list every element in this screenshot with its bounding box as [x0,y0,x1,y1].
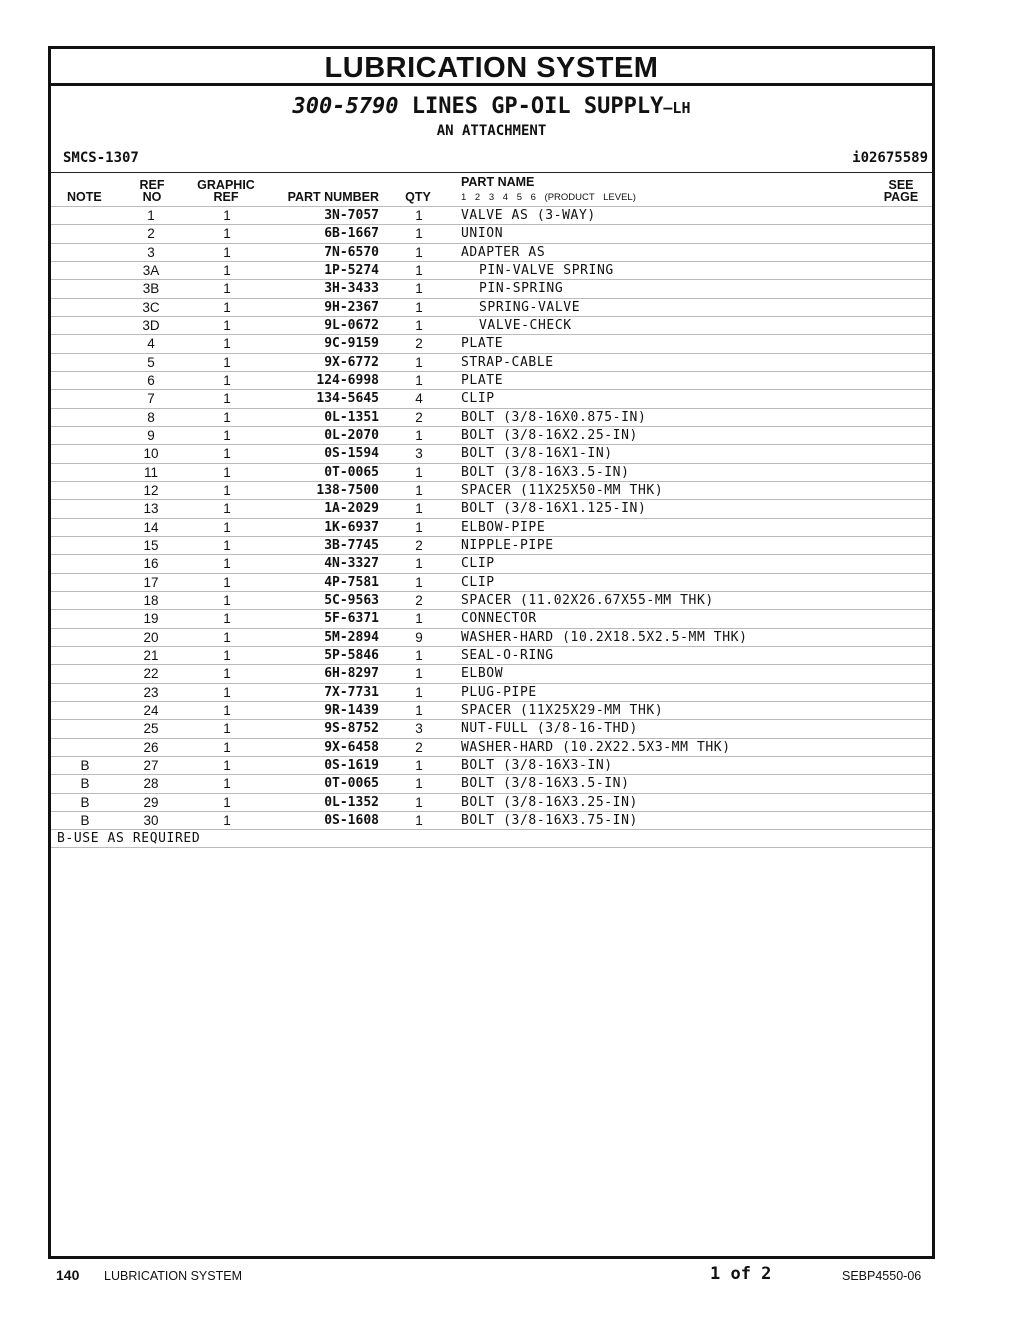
illustration-id: i02675589 [852,150,928,166]
cell-part-name: SPACER (11.02X26.67X55-MM THK) [461,592,714,608]
cell-part-name: BOLT (3/8-16X3-IN) [461,757,613,773]
cell-qty: 1 [415,354,423,370]
table-row [51,756,932,774]
cell-part-name: WASHER-HARD (10.2X22.5X3-MM THK) [461,739,731,755]
cell-graphic-ref: 1 [223,647,231,663]
footer-sheet: 1 of 2 [710,1264,772,1284]
cell-qty: 1 [415,482,423,498]
cell-graphic-ref: 1 [223,556,231,572]
cell-graphic-ref: 1 [223,281,231,297]
cell-graphic-ref: 1 [223,519,231,535]
table-row [51,243,932,261]
cell-part-number: 5C-9563 [324,592,379,608]
cell-ref-no: 27 [143,757,159,773]
cell-part-name: PLATE [461,336,504,352]
cell-part-name: UNION [461,226,504,242]
cell-part-number: 0S-1594 [324,446,379,462]
cell-note: B [80,757,90,773]
cell-graphic-ref: 1 [223,208,231,223]
cell-ref-no: 29 [143,794,159,810]
header-graphic-ref-line2: REF [213,190,239,204]
group-title [51,94,932,119]
cell-graphic-ref: 1 [223,757,231,773]
cell-part-number: 1K-6937 [324,519,379,535]
header-ref-line1: REF [139,178,165,192]
table-row [51,628,932,646]
smcs-code: SMCS-1307 [63,150,139,166]
cell-graphic-ref: 1 [223,226,231,242]
cell-part-number: 5M-2894 [324,629,379,645]
header-note: NOTE [67,190,102,204]
cell-part-name: ADAPTER AS [461,244,546,260]
cell-ref-no: 26 [143,739,159,755]
cell-part-name: BOLT (3/8-16X1-IN) [461,446,613,462]
header-part-number: PART NUMBER [287,190,379,204]
cell-part-number: 9C-9159 [324,336,379,352]
cell-part-number: 9L-0672 [324,317,379,333]
cell-graphic-ref: 1 [223,501,231,517]
cell-ref-no: 7 [147,391,155,407]
cell-qty: 1 [415,262,423,278]
cell-part-name: SPACER (11X25X50-MM THK) [461,482,664,498]
cell-qty: 2 [415,409,423,425]
cell-ref-no: 3A [142,262,160,278]
cell-qty: 1 [415,776,423,792]
footnote-row [51,829,932,848]
cell-part-number: 9X-6458 [324,739,379,755]
cell-part-name: VALVE-CHECK [479,317,572,333]
header-divider [51,172,932,173]
cell-part-number: 0S-1619 [324,757,379,773]
cell-qty: 2 [415,336,423,352]
cell-part-name: NUT-FULL (3/8-16-THD) [461,721,638,737]
cell-graphic-ref: 1 [223,739,231,755]
cell-ref-no: 20 [143,629,159,645]
cell-part-number: 0L-1352 [324,794,379,810]
cell-graphic-ref: 1 [223,464,231,480]
cell-part-number: 138-7500 [316,482,379,498]
cell-part-name: PIN-SPRING [479,281,564,297]
cell-part-number: 1A-2029 [324,501,379,517]
cell-graphic-ref: 1 [223,409,231,425]
cell-qty: 9 [415,629,423,645]
cell-ref-no: 13 [143,501,159,517]
cell-ref-no: 3 [147,244,155,260]
cell-qty: 3 [415,446,423,462]
cell-ref-no: 2 [147,226,155,242]
table-row [51,389,932,407]
cell-ref-no: 3D [142,317,160,333]
cell-graphic-ref: 1 [223,427,231,443]
cell-ref-no: 18 [143,592,159,608]
cell-note: B [80,776,90,792]
cell-part-number: 6H-8297 [324,666,379,682]
cell-qty: 1 [415,464,423,480]
table-row [51,408,932,426]
group-subtitle: AN ATTACHMENT [436,123,547,139]
table-row [51,316,932,334]
header-graphic-ref-line1: GRAPHIC [197,178,255,192]
cell-qty: 1 [415,757,423,773]
cell-qty: 2 [415,739,423,755]
group-name: LINES GP-OIL SUPPLY [411,94,664,119]
cell-part-name: BOLT (3/8-16X3.5-IN) [461,464,630,480]
cell-graphic-ref: 1 [223,299,231,315]
cell-ref-no: 6 [147,372,155,388]
cell-note: B [80,794,90,810]
cell-qty: 1 [415,684,423,700]
cell-qty: 1 [415,281,423,297]
cell-qty: 1 [415,372,423,388]
table-row [51,353,932,371]
cell-qty: 1 [415,812,423,828]
cell-qty: 1 [415,501,423,517]
cell-graphic-ref: 1 [223,574,231,590]
cell-part-number: 3N-7057 [324,208,379,223]
cell-qty: 1 [415,226,423,242]
table-row [51,334,932,352]
table-row [51,499,932,517]
table-row [51,481,932,499]
cell-graphic-ref: 1 [223,776,231,792]
cell-ref-no: 3C [142,299,160,315]
cell-part-number: 134-5645 [316,391,379,407]
table-row [51,444,932,462]
cell-ref-no: 25 [143,721,159,737]
header-see-page-line1: SEE [888,178,914,192]
cell-part-name: WASHER-HARD (10.2X18.5X2.5-MM THK) [461,629,748,645]
cell-part-name: SPRING-VALVE [479,299,581,315]
header-ref-line2: NO [142,190,162,204]
cell-part-number: 0L-1351 [324,409,379,425]
cell-qty: 1 [415,574,423,590]
cell-part-name: NIPPLE-PIPE [461,537,554,553]
cell-ref-no: 24 [143,702,159,718]
table-row [51,206,932,224]
cell-part-number: 9S-8752 [324,721,379,737]
cell-part-number: 4N-3327 [324,556,379,572]
cell-part-name: BOLT (3/8-16X2.25-IN) [461,427,638,443]
table-row [51,646,932,664]
footer-page-number: 140 [56,1267,80,1283]
header-product-levels: 1 2 3 4 5 6 (PRODUCT LEVEL) [461,192,636,203]
table-row [51,554,932,572]
cell-qty: 1 [415,208,423,223]
cell-qty: 4 [415,391,423,407]
cell-part-number: 3B-7745 [324,537,379,553]
cell-ref-no: 15 [143,537,159,553]
table-row [51,463,932,481]
cell-graphic-ref: 1 [223,482,231,498]
footer-doc-id: SEBP4550-06 [842,1269,922,1283]
cell-graphic-ref: 1 [223,317,231,333]
cell-part-name: PIN-VALVE SPRING [479,262,614,278]
cell-qty: 1 [415,519,423,535]
cell-graphic-ref: 1 [223,794,231,810]
cell-ref-no: 17 [143,574,159,590]
cell-part-number: 1P-5274 [324,262,379,278]
table-row [51,591,932,609]
cell-part-number: 7X-7731 [324,684,379,700]
header-part-name: PART NAME [461,175,535,189]
cell-graphic-ref: 1 [223,611,231,627]
cell-ref-no: 11 [143,464,158,480]
cell-part-number: 9H-2367 [324,299,379,315]
cell-ref-no: 14 [143,519,159,535]
cell-part-name: CLIP [461,574,495,590]
cell-ref-no: 16 [143,556,159,572]
cell-part-number: 9R-1439 [324,702,379,718]
table-row [51,811,932,829]
cell-graphic-ref: 1 [223,629,231,645]
cell-part-name: BOLT (3/8-16X0.875-IN) [461,409,647,425]
parts-table [51,206,932,848]
cell-qty: 3 [415,721,423,737]
cell-graphic-ref: 1 [223,702,231,718]
group-suffix: —LH [663,99,691,117]
cell-part-name: VALVE AS (3-WAY) [461,208,596,223]
cell-part-name: CLIP [461,556,495,572]
table-row [51,371,932,389]
cell-ref-no: 4 [147,336,155,352]
cell-graphic-ref: 1 [223,721,231,737]
cell-ref-no: 28 [143,776,159,792]
table-row [51,426,932,444]
table-row [51,774,932,792]
cell-part-name: SEAL-O-RING [461,647,554,663]
cell-ref-no: 22 [143,666,159,682]
cell-ref-no: 30 [143,812,159,828]
cell-ref-no: 1 [147,208,155,223]
cell-graphic-ref: 1 [223,812,231,828]
cell-qty: 1 [415,647,423,663]
table-row [51,261,932,279]
cell-part-name: SPACER (11X25X29-MM THK) [461,702,664,718]
cell-qty: 2 [415,537,423,553]
cell-ref-no: 9 [147,427,155,443]
cell-part-number: 3H-3433 [324,281,379,297]
table-row [51,224,932,242]
cell-part-name: PLUG-PIPE [461,684,537,700]
table-row [51,719,932,737]
cell-graphic-ref: 1 [223,592,231,608]
cell-part-number: 124-6998 [316,372,379,388]
cell-part-number: 5P-5846 [324,647,379,663]
cell-graphic-ref: 1 [223,684,231,700]
cell-ref-no: 23 [143,684,159,700]
cell-qty: 1 [415,427,423,443]
cell-part-name: PLATE [461,372,504,388]
cell-part-number: 6B-1667 [324,226,379,242]
header-qty: QTY [405,190,431,204]
cell-qty: 2 [415,592,423,608]
table-row [51,683,932,701]
cell-part-number: 0T-0065 [324,464,379,480]
footer-section: LUBRICATION SYSTEM [104,1269,242,1283]
cell-qty: 1 [415,666,423,682]
cell-ref-no: 8 [147,409,155,425]
cell-graphic-ref: 1 [223,372,231,388]
cell-part-name: STRAP-CABLE [461,354,554,370]
cell-qty: 1 [415,556,423,572]
cell-ref-no: 5 [147,354,155,370]
section-title: LUBRICATION SYSTEM [51,49,932,86]
table-row [51,793,932,811]
cell-part-number: 0T-0065 [324,776,379,792]
cell-qty: 1 [415,317,423,333]
cell-part-number: 9X-6772 [324,354,379,370]
cell-note: B [80,812,90,828]
table-row [51,518,932,536]
table-row [51,738,932,756]
cell-ref-no: 19 [143,611,159,627]
cell-part-number: 5F-6371 [324,611,379,627]
cell-qty: 1 [415,611,423,627]
table-row [51,664,932,682]
cell-part-name: ELBOW-PIPE [461,519,546,535]
table-row [51,298,932,316]
table-row [51,573,932,591]
cell-graphic-ref: 1 [223,446,231,462]
cell-qty: 1 [415,299,423,315]
cell-ref-no: 12 [143,482,159,498]
group-part-number: 300-5790 [292,94,399,119]
cell-part-number: 4P-7581 [324,574,379,590]
cell-graphic-ref: 1 [223,537,231,553]
cell-graphic-ref: 1 [223,262,231,278]
table-row [51,701,932,719]
cell-graphic-ref: 1 [223,666,231,682]
cell-part-name: BOLT (3/8-16X3.5-IN) [461,776,630,792]
table-row [51,279,932,297]
cell-ref-no: 3B [142,281,160,297]
header-see-page-line2: PAGE [883,190,919,204]
cell-qty: 1 [415,794,423,810]
cell-graphic-ref: 1 [223,391,231,407]
cell-part-name: BOLT (3/8-16X1.125-IN) [461,501,647,517]
cell-part-name: BOLT (3/8-16X3.75-IN) [461,812,638,828]
cell-part-number: 0L-2070 [324,427,379,443]
cell-ref-no: 10 [143,446,159,462]
cell-part-name: CLIP [461,391,495,407]
cell-ref-no: 21 [143,647,159,663]
cell-part-name: BOLT (3/8-16X3.25-IN) [461,794,638,810]
cell-part-number: 0S-1608 [324,812,379,828]
cell-graphic-ref: 1 [223,336,231,352]
cell-part-number: 7N-6570 [324,244,379,260]
table-row [51,609,932,627]
cell-qty: 1 [415,702,423,718]
table-row [51,536,932,554]
cell-part-name: CONNECTOR [461,611,537,627]
footnote-text: B-USE AS REQUIRED [57,831,201,847]
cell-qty: 1 [415,244,423,260]
cell-graphic-ref: 1 [223,244,231,260]
cell-part-name: ELBOW [461,666,504,682]
cell-graphic-ref: 1 [223,354,231,370]
page-frame [48,46,935,1259]
